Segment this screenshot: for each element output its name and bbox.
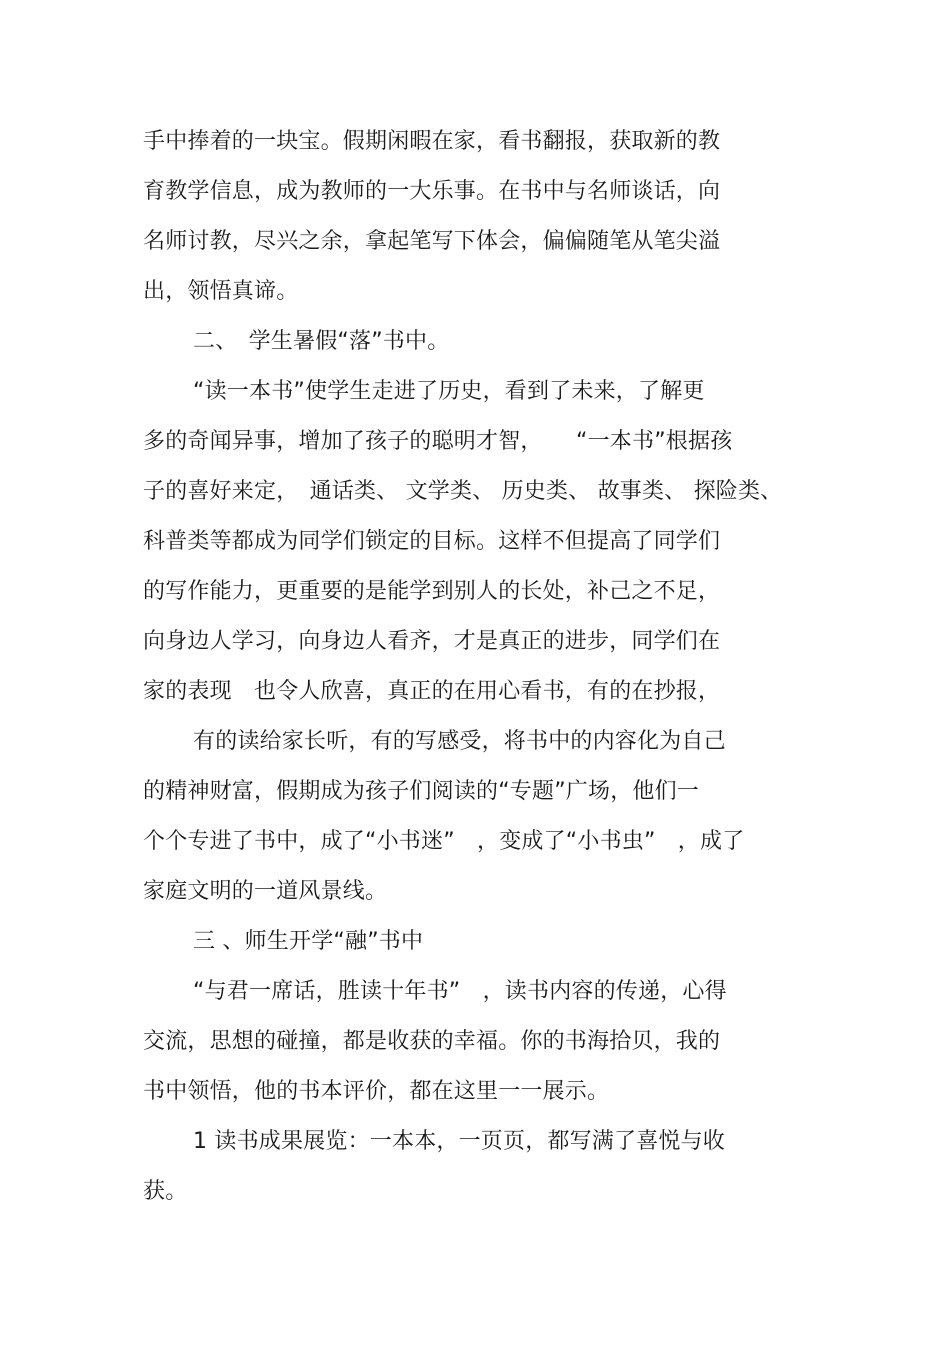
- paragraph-line: 向身边人学习，向身边人看齐，才是真正的进步，同学们在: [143, 629, 721, 654]
- paragraph-line: 书中领悟，他的书本评价，都在这里一一展示。: [143, 1079, 610, 1104]
- section-heading: 三 、师生开学“融”书中: [193, 929, 424, 954]
- paragraph-line: “与君一席话，胜读十年书” ，读书内容的传递，心得: [193, 979, 727, 1004]
- paragraph-line: 家的表现 也令人欣喜，真正的在用心看书，有的在抄报，: [143, 679, 721, 704]
- paragraph-line: “读一本书”使学生走进了历史，看到了未来，了解更: [193, 379, 705, 404]
- paragraph-line: 科普类等都成为同学们锁定的目标。这样不但提高了同学们: [143, 529, 721, 554]
- paragraph-line: 个个专进了书中，成了“小书迷” ，变成了“小书虫” ，成了: [143, 829, 745, 854]
- paragraph-line: 出，领悟真谛。: [143, 279, 299, 304]
- paragraph-line: 获。: [143, 1179, 188, 1204]
- paragraph-line: 交流，思想的碰撞，都是收获的幸福。你的书海拾贝，我的: [143, 1029, 721, 1054]
- paragraph-line: 名师讨教，尽兴之余，拿起笔写下体会，偏偏随笔从笔尖溢: [143, 229, 721, 254]
- paragraph-line: 的写作能力，更重要的是能学到别人的长处，补己之不足，: [143, 579, 721, 604]
- paragraph-line: 手中捧着的一块宝。假期闲暇在家，看书翻报，获取新的教: [143, 129, 721, 154]
- paragraph-line: 育教学信息，成为教师的一大乐事。在书中与名师谈话，向: [143, 179, 721, 204]
- paragraph-line: 多的奇闻异事，增加了孩子的聪明才智， “一本书”根据孩: [143, 429, 733, 454]
- list-item: 1 读书成果展览：一本本，一页页，都写满了喜悦与收: [193, 1129, 725, 1154]
- paragraph-line: 的精神财富，假期成为孩子们阅读的“专题”广场，他们一: [143, 779, 699, 804]
- section-heading: 二、 学生暑假“落”书中。: [193, 329, 450, 354]
- paragraph-line: 子的喜好来定， 通话类、 文学类、 历史类、 故事类、 探险类、: [143, 479, 783, 504]
- paragraph-line: 有的读给家长听，有的写感受，将书中的内容化为自己: [193, 729, 726, 754]
- paragraph-line: 家庭文明的一道风景线。: [143, 879, 388, 904]
